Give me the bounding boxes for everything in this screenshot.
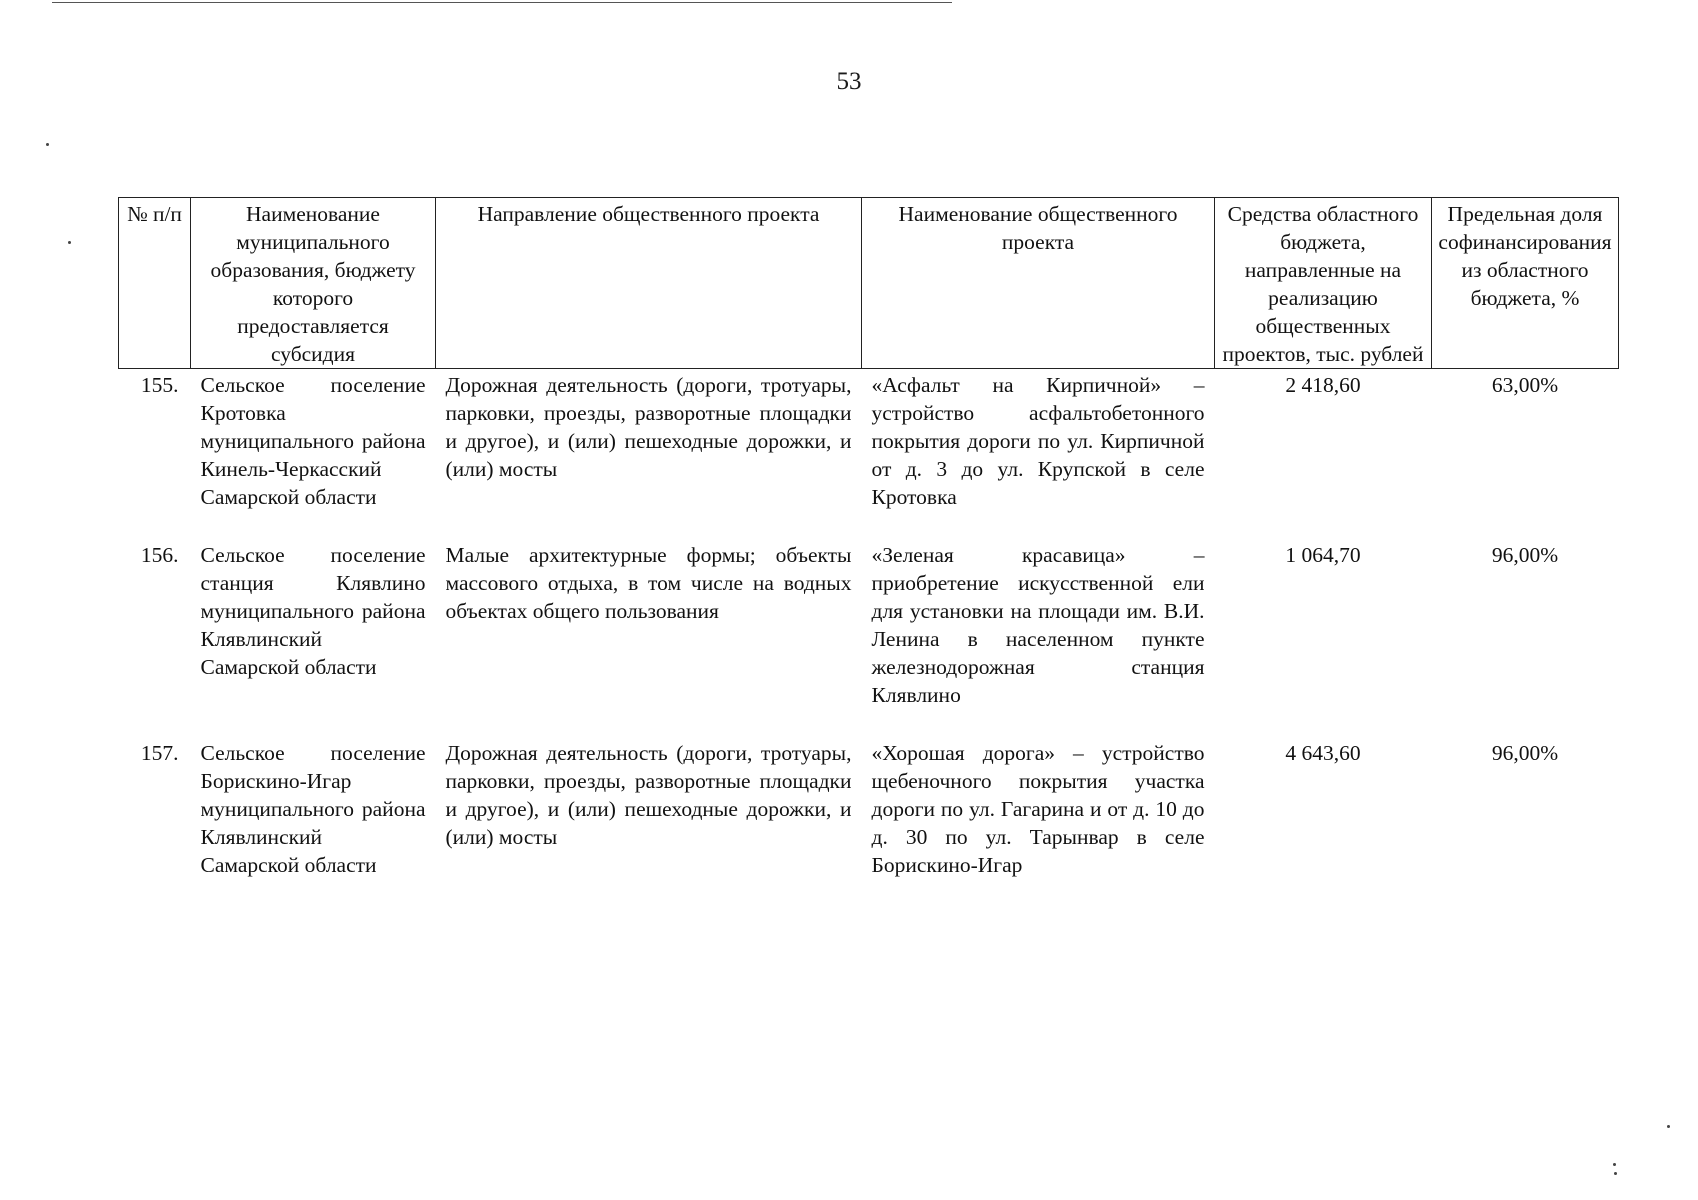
header-direction: Направление общественного проекта: [436, 198, 862, 369]
header-municipality: Наименование муниципального образования, бюджету которого предоставляется субсидия: [191, 198, 436, 369]
cell-funds: 4 643,60: [1285, 741, 1361, 765]
projects-table: [118, 197, 1619, 907]
scan-speck: [1667, 1125, 1670, 1128]
header-funds: Средства областного бюджета, направленные на реализацию общественных проектов, тыс. рублей: [1215, 198, 1432, 369]
cell-municipality: Сельское поселение станция Клявлино муниципального района Клявлинский Самарской области: [200, 543, 426, 679]
cell-project: «Асфальт на Кирпичной» – устройство асфальтобетонного покрытия дороги по ул. Кирпичной от д. 3 до ул. Крупской в селе Кротовка: [871, 373, 1205, 509]
cell-share: 63,00%: [1491, 373, 1559, 397]
scan-speck: [1614, 1172, 1617, 1175]
cell-funds: 1 064,70: [1285, 543, 1361, 567]
cell-direction: Малые архитектурные формы; объекты массового отдыха, в том числе на водных объектах общего пользования: [445, 543, 852, 623]
cell-municipality: Сельское поселение Кротовка муниципального района Кинель-Черкасский Самарской области: [200, 373, 426, 509]
scan-speck: [68, 241, 71, 244]
cell-direction: Дорожная деятельность (дороги, тротуары, парковки, проезды, разворотные площадки и другое), и (или) пешеходные дорожки, и (или) мосты: [445, 373, 852, 481]
header-share: Предельная доля софинансирования из областного бюджета, %: [1432, 198, 1619, 369]
cell-project: «Хорошая дорога» – устройство щебеночного покрытия участка дороги по ул. Гагарина и от д. 10 до д. 30 по ул. Тарынвар в селе Борискино-Игар: [871, 741, 1205, 877]
table-header-row: [119, 198, 1619, 369]
cell-share: 96,00%: [1491, 543, 1559, 567]
cell-municipality: Сельское поселение Борискино-Игар муниципального района Клявлинский Самарской области: [200, 741, 426, 877]
scan-speck: [1613, 1163, 1616, 1166]
page-number: 53: [836, 68, 862, 95]
table-row: [119, 539, 1619, 737]
table-row: [119, 737, 1619, 907]
scan-top-line: [52, 2, 952, 3]
cell-funds: 2 418,60: [1285, 373, 1361, 397]
cell-num: 156.: [140, 543, 179, 567]
cell-project: «Зеленая красавица» – приобретение искусственной ели для установки на площади им. В.И. Ленина в населенном пункте железнодорожная станция Клявлино: [871, 543, 1205, 707]
header-project: Наименование общественного проекта: [862, 198, 1215, 369]
cell-direction: Дорожная деятельность (дороги, тротуары, парковки, проезды, разворотные площадки и другое), и (или) пешеходные дорожки, и (или) мосты: [445, 741, 852, 849]
header-num: № п/п: [119, 198, 191, 369]
cell-num: 157.: [140, 741, 179, 765]
scan-speck: [46, 143, 49, 146]
table-row: [119, 369, 1619, 540]
cell-num: 155.: [140, 373, 179, 397]
cell-share: 96,00%: [1491, 741, 1559, 765]
